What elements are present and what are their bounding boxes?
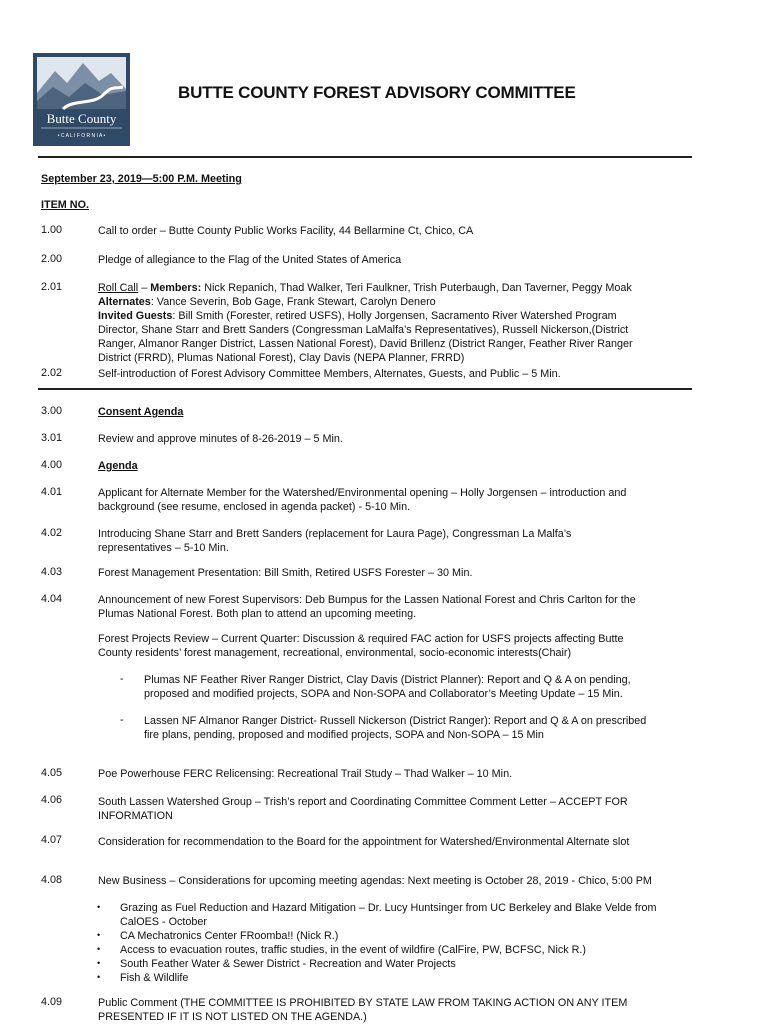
item-number: 4.05 (41, 767, 63, 779)
item-number: 4.09 (41, 996, 63, 1008)
list-dash: - (120, 673, 124, 685)
item-number: 4.00 (41, 459, 63, 471)
item-number: 4.01 (41, 486, 63, 498)
item-text: Poe Powerhouse FERC Relicensing: Recreational Trail Study – Thad Walker – 10 Min. (98, 768, 513, 780)
bullet: • (97, 972, 101, 982)
item-text: Review and approve minutes of 8-26-2019 – 5 Min. (98, 433, 343, 445)
section-divider (38, 388, 692, 390)
item-text: Forest Management Presentation: Bill Smith, Retired USFS Forester – 30 Min. (98, 567, 473, 579)
bullet-item: Grazing as Fuel Reduction and Hazard Mitigation – Dr. Lucy Huntsinger from UC Berkeley and Blake Velde from CalOES - October (120, 902, 657, 928)
item-number: 3.00 (41, 405, 63, 417)
roll-call-block: Roll Call – Members: Nick Repanich, Thad Walker, Teri Faulkner, Trish Puterbaugh, Dan Taverner, Peggy Moak Alternates: Vance Severin, Bob Gage, Frank Stewart, Carolyn Denero Invited Guests: Bill Smith (Forester, retired USFS), Holly Jorgensen, Sacramento River Watershed Program Director, Shane Starr and Brett Sanders (Congressman LaMalfa’s Representatives), Russell Nickerson,(District Ranger, Almanor Ranger District, Lassen National Forest), David Brillenz (District Ranger, Feather River Ranger District (FRRD), Plumas National Forest), Clay Davis (NEPA Planner, FRRD) (98, 282, 633, 364)
item-number: 4.02 (41, 527, 63, 539)
item-number: 3.01 (41, 432, 63, 444)
item-number: 4.07 (41, 834, 63, 846)
item-number: 1.00 (41, 224, 63, 236)
item-number: 2.02 (41, 367, 63, 379)
bullet: • (97, 930, 101, 940)
sub-item-plumas: Plumas NF Feather River Ranger District, Clay Davis (District Planner): Report and Q & A on pending, proposed and modified projects, SOPA and Non-SOPA and Collaborator’s Meeting Update – 15 Min. (144, 674, 631, 700)
item-number: 4.03 (41, 566, 63, 578)
item-text: Pledge of allegiance to the Flag of the United States of America (98, 254, 402, 266)
item-text: Introducing Shane Starr and Brett Sanders (replacement for Laura Page), Congressman La Malfa’s representatives – 5-10 Min. (98, 528, 572, 554)
agenda-heading: Agenda (98, 460, 138, 472)
consent-agenda-heading: Consent Agenda (98, 406, 184, 418)
item-text: Applicant for Alternate Member for the Watershed/Environmental opening – Holly Jorgensen – introduction and background (see resume, enclosed in agenda packet) - 5-10 Min. (98, 487, 627, 513)
bullet-item: Access to evacuation routes, traffic studies, in the event of wildfire (CalFire, PW, BCFSC, Nick R.) (120, 944, 587, 956)
list-dash: - (120, 714, 124, 726)
item-text: Call to order – Butte County Public Works Facility, 44 Bellarmine Ct, Chico, CA (98, 225, 474, 237)
roll-call-label: Roll Call (98, 282, 139, 294)
item-number: 4.06 (41, 794, 63, 806)
item-number: 2.01 (41, 281, 63, 293)
item-number: 2.00 (41, 253, 63, 265)
item-text: Consideration for recommendation to the Board for the appointment for Watershed/Environmental Alternate slot (98, 836, 630, 848)
item-number: 4.08 (41, 874, 63, 886)
item-text: New Business – Considerations for upcoming meeting agendas: Next meeting is October 28, 2019 - Chico, 5:00 PM (98, 875, 652, 887)
meeting-date: September 23, 2019—5:00 P.M. Meeting (41, 173, 242, 185)
header-divider (38, 156, 692, 158)
forest-projects-review: Forest Projects Review – Current Quarter: Discussion & required FAC action for USFS projects affecting Butte County residents’ forest management, recreational, environmental, socio-economic interests(Chair) (98, 633, 624, 659)
item-text: Announcement of new Forest Supervisors: Deb Bumpus for the Lassen National Forest and Chris Carlton for the Plumas National Forest. Both plan to attend an upcoming meeting. (98, 594, 636, 620)
svg-text:Butte County: Butte County (46, 111, 117, 126)
item-text: South Lassen Watershed Group – Trish’s report and Coordinating Committee Comment Letter – ACCEPT FOR INFORMATION (98, 796, 628, 822)
svg-text:• C A L I F O R N I A •: • C A L I F O R N I A • (57, 133, 106, 139)
bullet: • (97, 958, 101, 968)
item-text: Self-introduction of Forest Advisory Committee Members, Alternates, Guests, and Public – 5 Min. (98, 368, 561, 380)
item-no-heading: ITEM NO. (41, 199, 89, 211)
public-comment-text: Public Comment (THE COMMITTEE IS PROHIBITED BY STATE LAW FROM TAKING ACTION ON ANY ITEM PRESENTED IF IT IS NOT LISTED ON THE AGENDA.) (98, 997, 628, 1023)
bullet-item: Fish & Wildlife (120, 972, 189, 984)
butte-county-logo (33, 53, 130, 146)
bullet-item: South Feather Water & Sewer District - Recreation and Water Projects (120, 958, 456, 970)
bullet-item: CA Mechatronics Center FRoomba!! (Nick R.) (120, 930, 339, 942)
bullet: • (97, 944, 101, 954)
item-number: 4.04 (41, 593, 63, 605)
bullet: • (97, 902, 101, 912)
page-title: BUTTE COUNTY FOREST ADVISORY COMMITTEE (178, 83, 576, 102)
sub-item-lassen: Lassen NF Almanor Ranger District- Russell Nickerson (District Ranger): Report and Q & A on prescribed fire plans, pending, proposed and modified projects, SOPA and Non-SOPA – 15 Min (144, 715, 647, 741)
